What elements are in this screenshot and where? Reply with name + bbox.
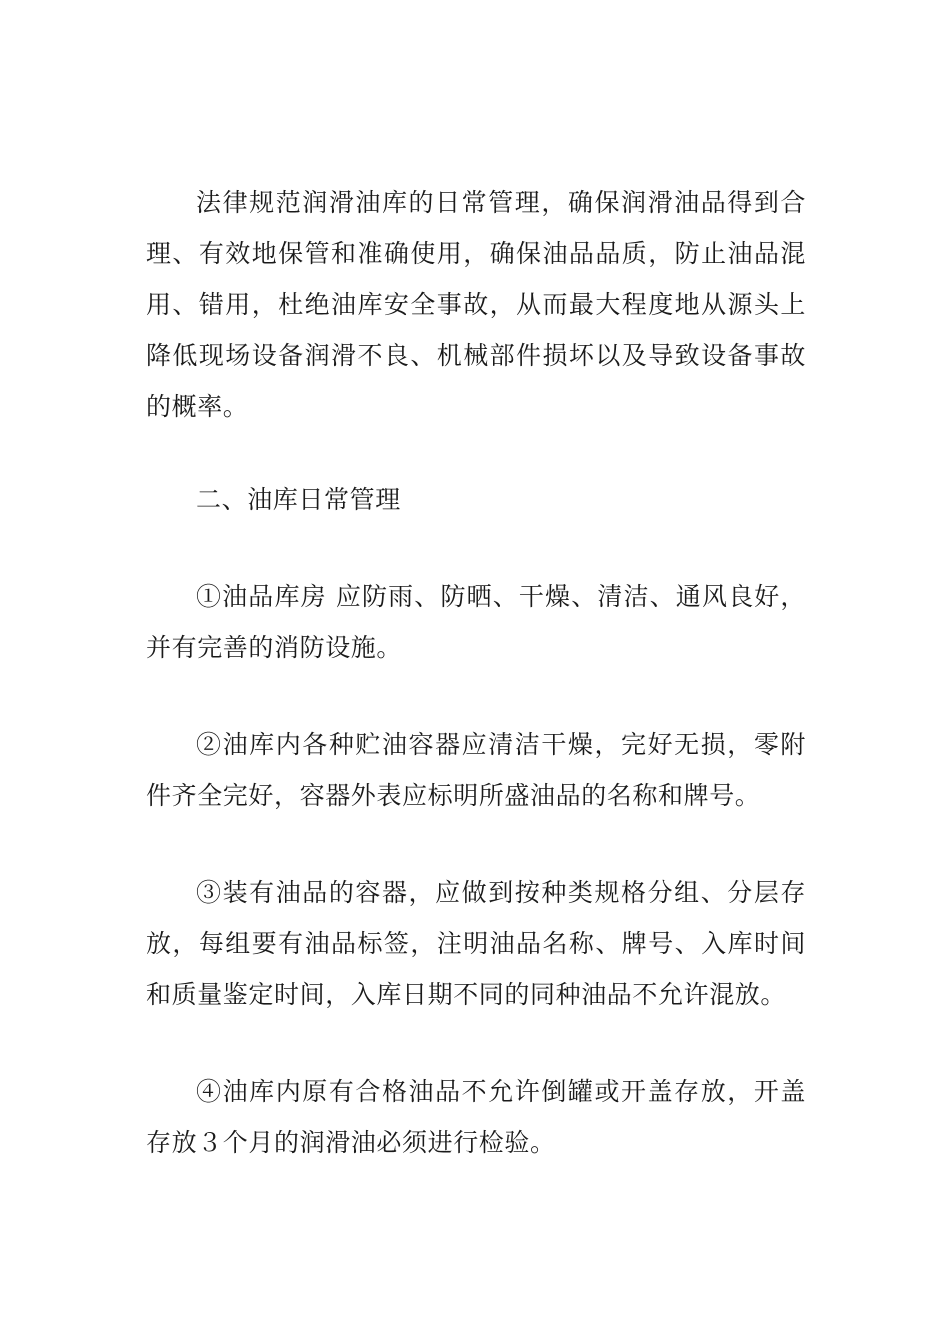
paragraph-item-2: ②油库内各种贮油容器应清洁干燥，完好无损，零附件齐全完好，容器外表应标明所盛油品的名称和牌号。 [146,730,806,810]
section-heading: 二、油库日常管理 [196,485,401,514]
paragraph-item-4: ④油库内原有合格油品不允许倒罐或开盖存放，开盖存放３个月的润滑油必须进行检验。 [146,1077,806,1157]
paragraph-item-3: ③装有油品的容器，应做到按种类规格分组、分层存放，每组要有油品标签，注明油品名称、牌号、入库时间和质量鉴定时间，入库日期不同的同种油品不允许混放。 [146,878,806,1009]
document-body [146,177,806,1168]
paragraph-item-1: ①油品库房 应防雨、防晒、干燥、清洁、通风良好，并有完善的消防设施。 [146,582,806,662]
paragraph-purpose: 法律规范润滑油库的日常管理，确保润滑油品得到合理、有效地保管和准确使用，确保油品品质，防止油品混用、错用，杜绝油库安全事故，从而最大程度地从源头上降低现场设备润滑不良、机械部件损坏以及导致设备事故的概率。 [146,188,806,421]
